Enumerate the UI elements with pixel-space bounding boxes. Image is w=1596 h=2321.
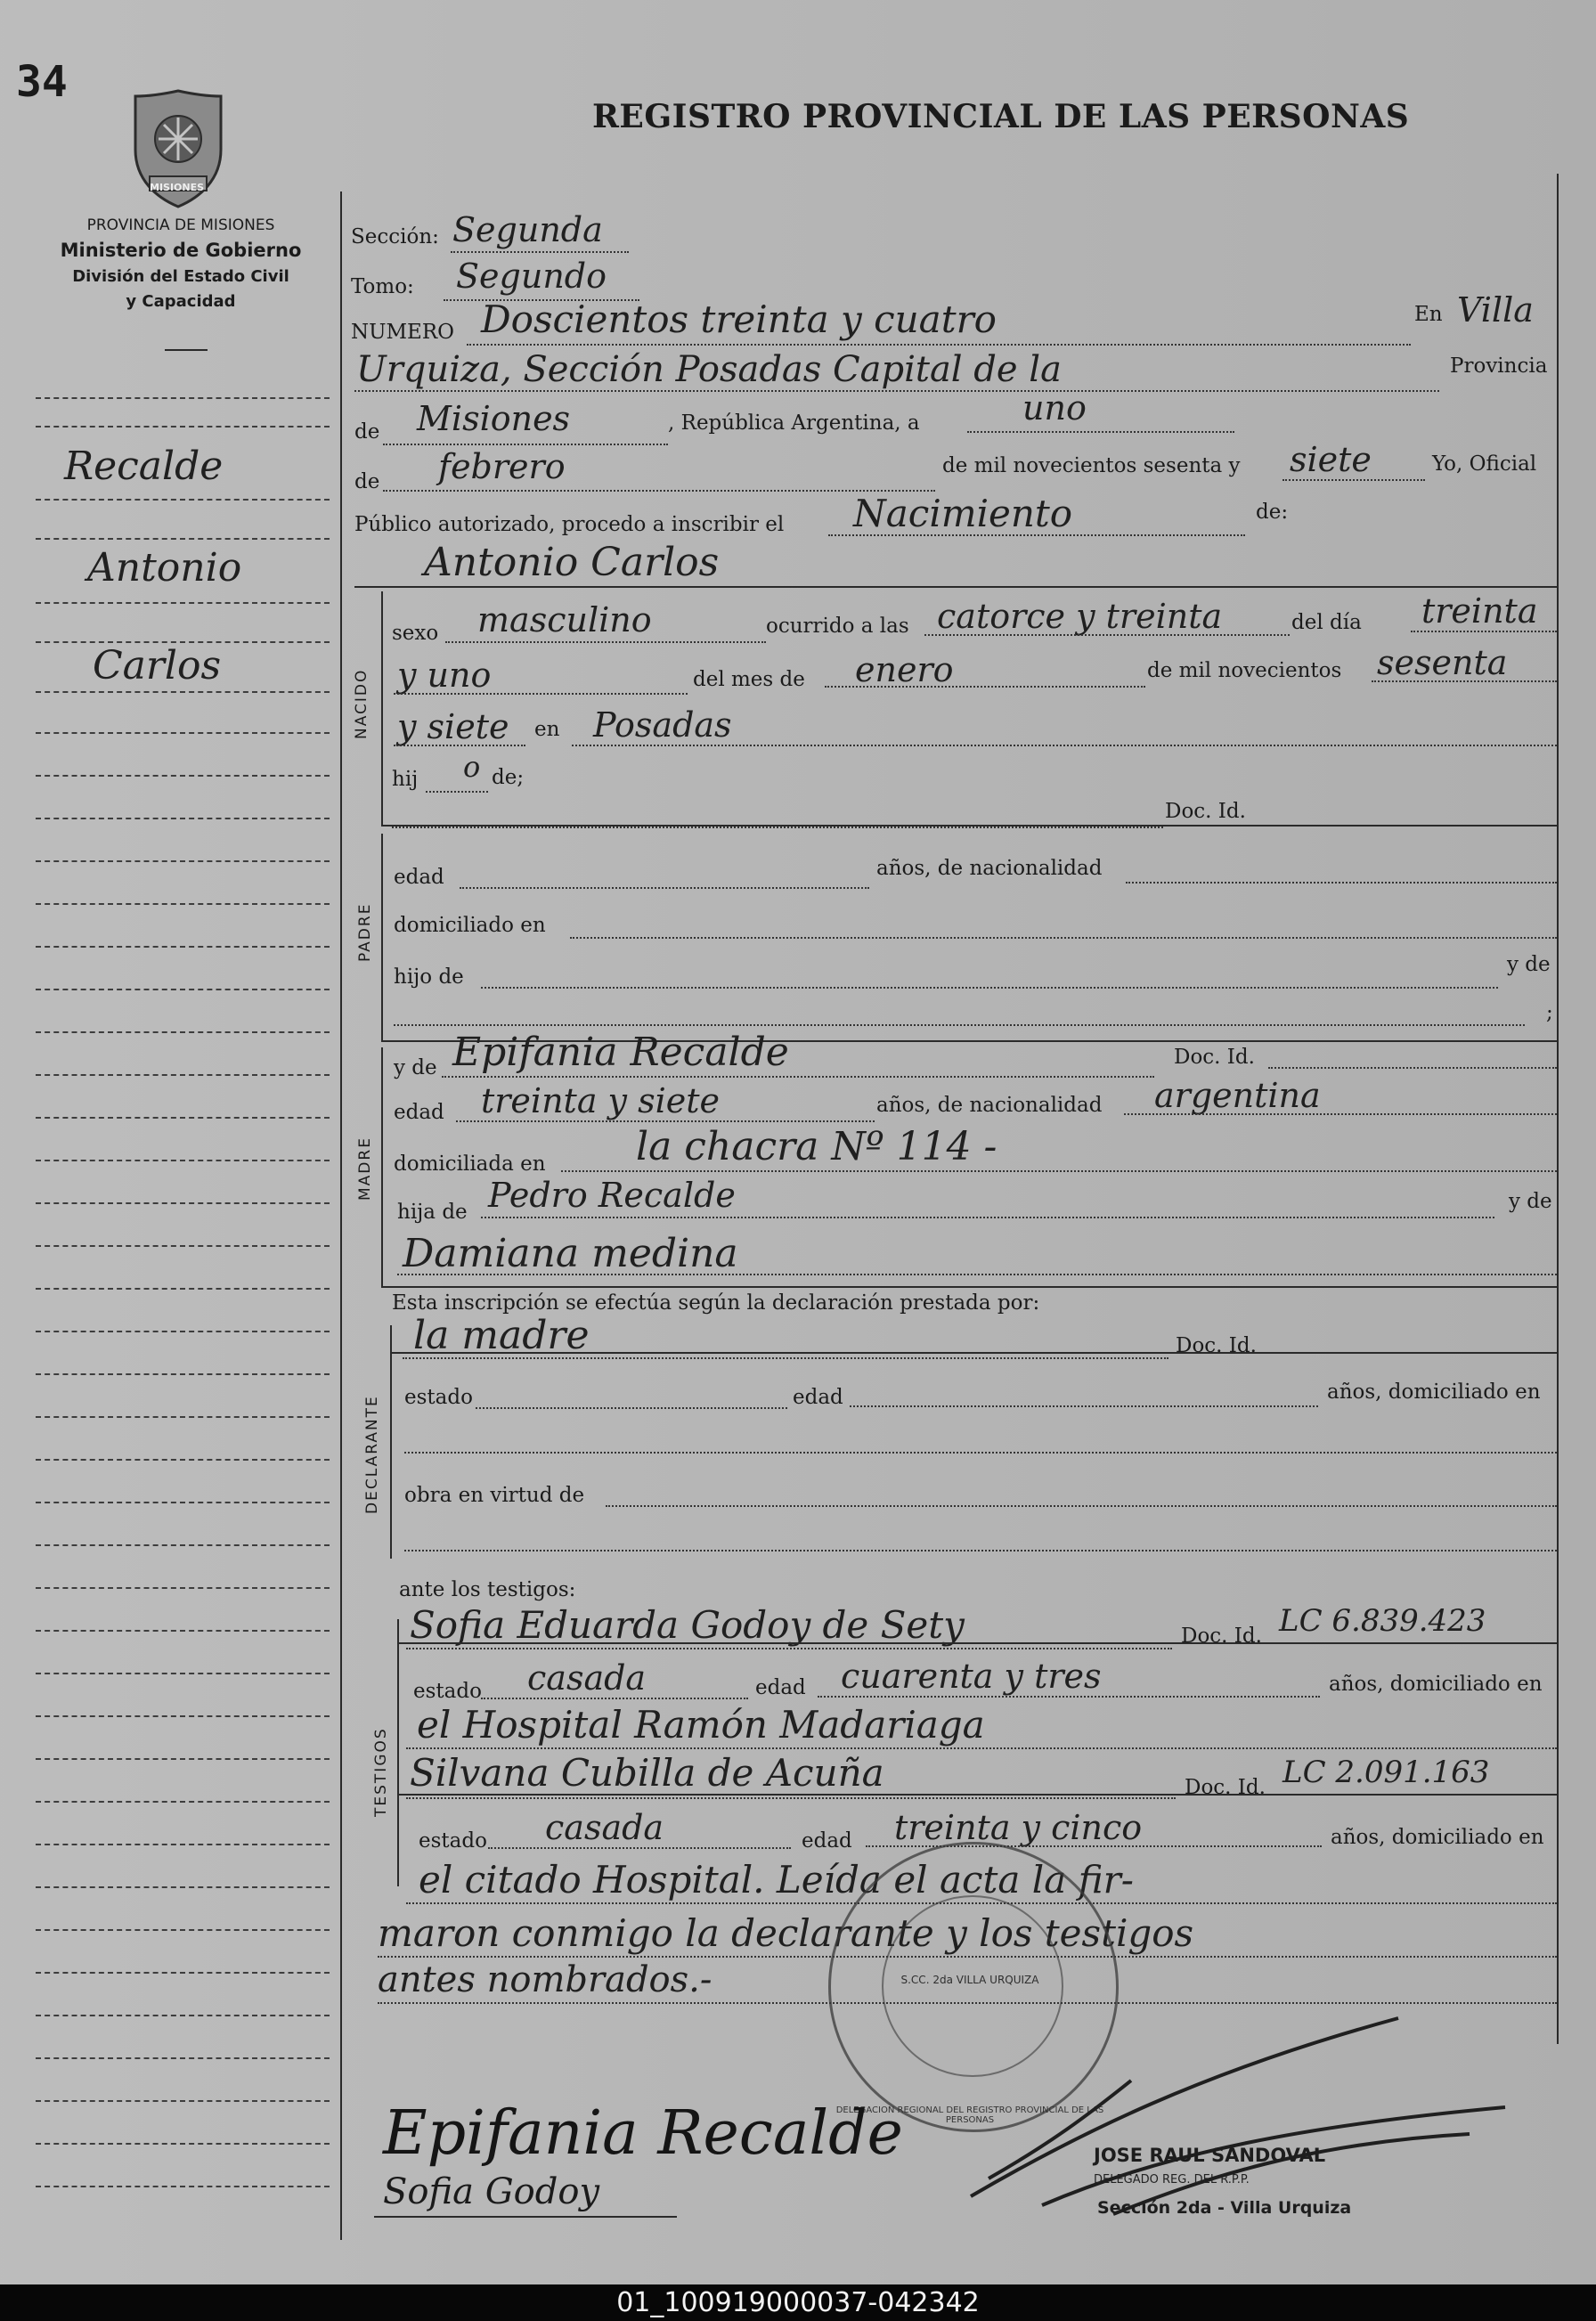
label-declarante-edad: edad [793,1386,843,1409]
value-mes: febrero [438,447,566,486]
value-numero: Doscientos treinta y cuatro [481,297,997,341]
name-underline [354,586,1557,588]
label-doc-id-declarante: Doc. Id. [1176,1334,1257,1357]
value-testigo2-estado: casada [545,1808,664,1847]
value-dia: uno [1022,388,1087,428]
value-dia-nac-2: y uno [397,656,492,695]
label-obra-en-virtud: obra en virtud de [404,1484,585,1507]
value-declarante: la madre [413,1313,590,1358]
officer-title: DELEGADO REG. DEL R.P.P. [1094,2173,1250,2187]
label-numero: NUMERO [351,321,455,344]
value-dia-nac-1: treinta [1421,591,1538,631]
label-padre-nacionalidad: años, de nacionalidad [876,857,1103,880]
label-doc-id-madre: Doc. Id. [1174,1046,1255,1069]
label-testigo2-estado: estado [419,1829,487,1853]
label-mil-novecientos-nac: de mil novecientos [1147,659,1342,682]
value-lugar-1: Villa [1457,290,1534,330]
label-del-dia: del día [1291,611,1362,634]
value-testigo1-edad: cuarenta y tres [841,1657,1102,1696]
label-padre-domicilio: domiciliado en [394,914,546,937]
side-label-madre: MADRE [356,1136,374,1201]
right-frame-line [1557,174,1559,2044]
divider [165,349,208,351]
value-testigo2-doc: LC 2.091.163 [1282,1755,1490,1790]
value-madre-edad: treinta y siete [481,1081,721,1120]
label-de-semi: de; [492,766,525,789]
label-provincia: Provincia [1450,354,1548,378]
value-anio: siete [1290,440,1372,479]
label-de-acto: de: [1256,501,1289,524]
value-testigo2-nombre: Silvana Cubilla de Acuña [410,1751,884,1795]
value-testigo1-nombre: Sofia Eduarda Godoy de Sety [410,1603,965,1647]
value-testigo1-domicilio: el Hospital Ramón Madariaga [417,1703,985,1747]
officer-name: JOSE RAUL SANDOVAL [1094,2145,1326,2166]
label-madre-hija-de: hija de [397,1201,468,1224]
value-lugar-nac: Posadas [593,705,732,745]
label-ocurrido: ocurrido a las [766,615,909,638]
value-seccion: Segunda [452,210,603,249]
officer-signature-icon [935,2000,1523,2232]
ministry-division: División del Estado Civil [72,267,289,286]
label-en: En [1414,303,1443,326]
value-hora: catorce y treinta [937,597,1223,636]
label-doc-id-testigo1: Doc. Id. [1181,1625,1262,1648]
label-del-mes: del mes de [693,668,805,691]
value-provincia: Misiones [417,399,571,438]
side-label-padre: PADRE [356,902,374,962]
label-publico: Público autorizado, procedo a inscribir el [354,513,785,536]
value-madre-madre: Damiana medina [403,1231,738,1276]
label-testigo1-edad: edad [755,1676,806,1699]
value-testigo1-estado: casada [527,1658,647,1698]
label-padre-edad: edad [394,866,444,889]
label-declarante-estado: estado [404,1386,473,1409]
value-cierre-1: maron conmigo la declarante y los testigos [378,1911,1194,1955]
left-frame-line [340,191,342,2240]
margin-first-name: Antonio [87,545,242,590]
label-declarante-domicilio: años, domiciliado en [1327,1380,1541,1404]
margin-second-name: Carlos [93,643,222,688]
label-de-provincia: de [354,420,380,444]
label-madre-domicilio: domiciliada en [394,1152,546,1176]
value-nombre: Antonio Carlos [424,540,720,585]
label-doc-id-testigo2: Doc. Id. [1185,1776,1266,1799]
label-seccion: Sección: [351,225,439,248]
label-yo-oficial: Yo, Oficial [1432,452,1537,476]
value-testigo2-edad: treinta y cinco [894,1808,1143,1847]
label-madre-nacionalidad: años, de nacionalidad [876,1094,1103,1117]
stamp-ring-text: DELEGACION REGIONAL DEL REGISTRO PROVINCIAL DE LAS PERSONAS [835,2105,1104,2125]
value-madre-domicilio: la chacra Nº 114 - [636,1124,998,1169]
value-testigo2-domicilio: el citado Hospital. Leída el acta la fir- [419,1858,1134,1902]
side-label-testigos: TESTIGOS [372,1727,390,1817]
label-doc-id-nacido: Doc. Id. [1165,800,1246,823]
label-ante-testigos: ante los testigos: [399,1578,576,1601]
officer-section: Sección 2da - Villa Urquiza [1097,2198,1352,2218]
value-hijo-suffix: o [463,750,481,784]
value-testigo1-doc: LC 6.839.423 [1279,1603,1486,1639]
value-anio-nac-2: y siete [397,707,509,746]
label-mil-novecientos: de mil novecientos sesenta y [942,454,1241,477]
label-republica: , República Argentina, a [668,411,920,435]
stamp-inner-text: S.CC. 2da VILLA URQUIZA [900,1974,1039,1986]
label-padre-hijo-de: hijo de [394,965,464,989]
label-de-mes: de [354,470,380,493]
label-sexo: sexo [392,622,439,645]
value-acto: Nacimiento [853,492,1073,535]
value-sexo: masculino [477,600,652,639]
label-testigo2-domicilio: años, domiciliado en [1331,1826,1544,1849]
ministry-province: PROVINCIA DE MISIONES [86,216,275,234]
value-madre-padre: Pedro Recalde [488,1176,736,1215]
footer-code: 01_100919000037-042342 [0,2284,1596,2321]
page-number: 34 [16,57,68,107]
label-madre-y-de: y de [394,1056,437,1079]
value-madre-nacionalidad: argentina [1154,1076,1321,1115]
label-padre-y-de: y de [1507,953,1551,976]
label-testigo1-domicilio: años, domiciliado en [1329,1673,1543,1696]
value-madre-nombre: Epifania Recalde [452,1030,789,1075]
ministry-name: Ministerio de Gobierno [60,240,302,261]
label-testigo2-edad: edad [802,1829,852,1853]
side-label-declarante: DECLARANTE [363,1395,381,1514]
label-madre-y-de-2: y de [1509,1190,1552,1213]
label-tomo: Tomo: [351,275,414,298]
value-lugar-2: Urquiza, Sección Posadas Capital de la [356,349,1062,390]
label-hijo: hij [392,768,419,791]
label-inscripcion: Esta inscripción se efectúa según la declaración prestada por: [392,1291,1040,1315]
label-en-lugar: en [534,718,560,741]
label-padre-semicolon: ; [1546,1001,1553,1024]
value-cierre-2: antes nombrados.- [378,1959,712,2000]
value-tomo: Segundo [456,257,607,296]
page-title: REGISTRO PROVINCIAL DE LAS PERSONAS [592,98,1410,135]
side-label-nacido: NACIDO [353,668,370,739]
value-anio-nac-1: sesenta [1377,643,1508,682]
signature-testigo: Sofia Godoy [383,2171,600,2212]
margin-surname: Recalde [64,444,224,489]
signature-madre: Epifania Recalde [383,2098,903,2169]
label-madre-edad: edad [394,1101,444,1124]
seal-label: MISIONES [150,182,205,193]
ministry-capacity: y Capacidad [126,292,236,311]
value-mes-nac: enero [855,650,954,689]
label-testigo1-estado: estado [413,1680,482,1703]
